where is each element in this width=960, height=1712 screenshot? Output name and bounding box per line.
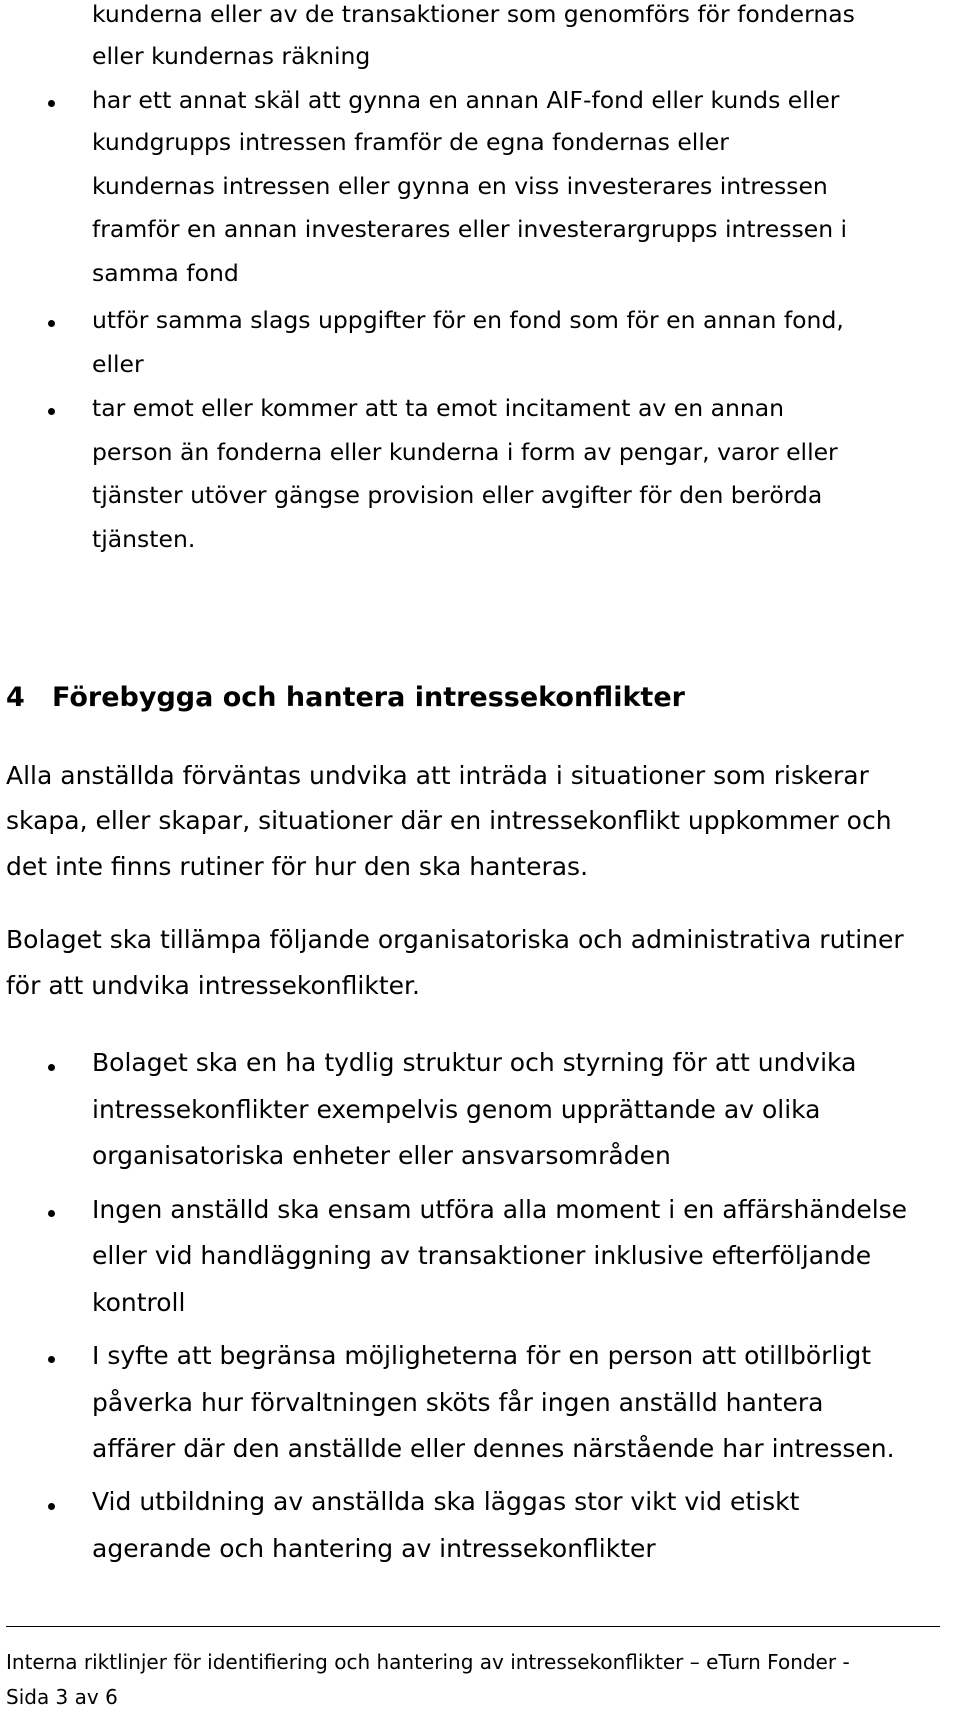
list-text-line: tjänster utöver gängse provision eller avgifter för den berörda — [92, 481, 823, 509]
bullet-icon — [48, 100, 55, 107]
paragraph-line: Bolaget ska tillämpa följande organisatoriska och administrativa rutiner — [6, 925, 904, 954]
list-text-line: Vid utbildning av anställda ska läggas stor vikt vid etiskt — [92, 1487, 800, 1516]
list-text-line: Bolaget ska en ha tydlig struktur och styrning för att undvika — [92, 1048, 857, 1077]
list-text-line: person än fonderna eller kunderna i form av pengar, varor eller — [92, 438, 838, 466]
list-text-line: eller kundernas räkning — [92, 42, 371, 70]
list-text-line: tjänsten. — [92, 525, 196, 553]
section-number: 4 — [6, 682, 25, 713]
paragraph-line: för att undvika intressekonflikter. — [6, 971, 420, 1000]
list-text-line: kunderna eller av de transaktioner som genomförs för fondernas — [92, 0, 855, 28]
list-text-line: organisatoriska enheter eller ansvarsområden — [92, 1141, 671, 1170]
page-number: Sida 3 av 6 — [6, 1685, 118, 1709]
list-text-line: kontroll — [92, 1288, 186, 1317]
list-text-line: I syfte att begränsa möjligheterna för en person att otillbörligt — [92, 1341, 872, 1370]
list-text-line: tar emot eller kommer att ta emot incitament av en annan — [92, 394, 785, 422]
list-text-line: utför samma slags uppgifter för en fond som för en annan fond, — [92, 306, 844, 334]
list-text-line: samma fond — [92, 259, 239, 287]
list-text-line: Ingen anställd ska ensam utföra alla moment i en affärshändelse — [92, 1195, 908, 1224]
paragraph-line: Alla anställda förväntas undvika att inträda i situationer som riskerar — [6, 761, 869, 790]
bullet-icon — [48, 1356, 55, 1363]
paragraph-line: skapa, eller skapar, situationer där en intressekonflikt uppkommer och — [6, 806, 892, 835]
list-text-line: kundernas intressen eller gynna en viss investerares intressen — [92, 172, 828, 200]
list-text-line: har ett annat skäl att gynna en annan AIF-fond eller kunds eller — [92, 86, 840, 114]
footer-title: Interna riktlinjer för identifiering och hantering av intressekonflikter – eTurn Fonder - — [6, 1650, 850, 1674]
bullet-icon — [48, 1503, 55, 1510]
list-text-line: påverka hur förvaltningen sköts får ingen anställd hantera — [92, 1388, 824, 1417]
list-text-line: kundgrupps intressen framför de egna fondernas eller — [92, 128, 729, 156]
list-text-line: agerande och hantering av intressekonflikter — [92, 1534, 656, 1563]
list-text-line: eller vid handläggning av transaktioner inklusive efterföljande — [92, 1241, 872, 1270]
list-text-line: affärer där den anställde eller dennes närstående har intressen. — [92, 1434, 895, 1463]
paragraph-line: det inte finns rutiner för hur den ska hanteras. — [6, 852, 589, 881]
bullet-icon — [48, 320, 55, 327]
list-text-line: framför en annan investerares eller investerargrupps intressen i — [92, 215, 848, 243]
footer-divider — [6, 1626, 940, 1627]
list-text-line: intressekonflikter exempelvis genom upprättande av olika — [92, 1095, 821, 1124]
section-title: Förebygga och hantera intressekonflikter — [52, 682, 685, 713]
section-heading — [6, 682, 685, 713]
bullet-icon — [48, 408, 55, 415]
bullet-icon — [48, 1064, 55, 1071]
bullet-icon — [48, 1210, 55, 1217]
list-text-line: eller — [92, 350, 144, 378]
